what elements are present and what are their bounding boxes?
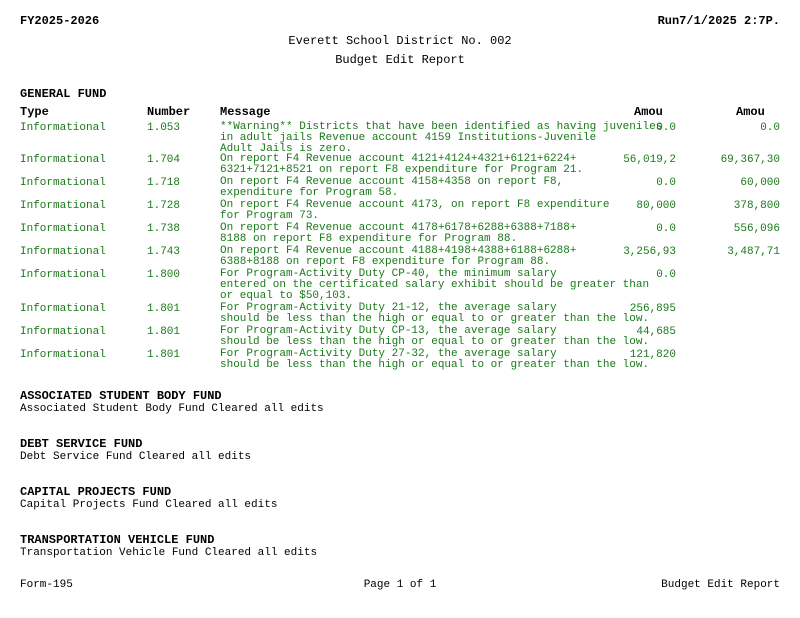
capital-projects-fund-title: CAPITAL PROJECTS FUND	[20, 485, 172, 499]
row-type: Informational	[20, 223, 106, 235]
row-message-line: should be less than the high or equal to or greater than the low.	[220, 359, 650, 371]
row-message-line: **Warning** Districts that have been identified as having juveniles	[220, 121, 663, 133]
row-amount1: 0.0	[656, 223, 676, 235]
row-message-line: On report F4 Revenue account 4173, on report F8 expenditure	[220, 199, 610, 211]
row-number: 1.053	[147, 122, 181, 134]
row-type: Informational	[20, 349, 106, 361]
row-message-line: For Program-Activity Duty 27-32, the average salary	[220, 348, 557, 360]
col-type-header: Type	[20, 105, 49, 119]
row-amount1: 56,019,2	[623, 154, 676, 166]
row-amount2: 378,800	[733, 200, 780, 212]
row-message-line: Adult Jails is zero.	[220, 143, 353, 155]
row-type: Informational	[20, 303, 106, 315]
general-fund-title: GENERAL FUND	[20, 87, 107, 101]
fiscal-year: FY2025-2026	[20, 14, 100, 28]
row-type: Informational	[20, 177, 106, 189]
row-number: 1.801	[147, 326, 181, 338]
row-type: Informational	[20, 326, 106, 338]
row-amount1: 80,000	[636, 200, 676, 212]
row-message-line: expenditure for Program 58.	[220, 187, 399, 199]
row-amount2: 556,096	[733, 223, 780, 235]
col-amount2-header: Amou	[736, 105, 765, 119]
row-message-line: for Program 73.	[220, 210, 320, 222]
row-amount1: 0.0	[656, 122, 676, 134]
row-amount2: 69,367,30	[720, 154, 780, 166]
row-message-line: 6321+7121+8521 on report F8 expenditure for Program 21.	[220, 164, 584, 176]
row-amount1: 121,820	[629, 349, 676, 361]
row-message-line: 6388+8188 on report F8 expenditure for Program 88.	[220, 256, 551, 268]
row-message-line: For Program-Activity Duty CP-13, the average salary	[220, 325, 557, 337]
row-type: Informational	[20, 269, 106, 281]
row-message-line: should be less than the high or equal to or greater than the low.	[220, 336, 650, 348]
row-message-line: On report F4 Revenue account 4121+4124+4321+6121+6224+	[220, 153, 577, 165]
row-message-line: in adult jails Revenue account 4159 Institutions-Juvenile	[220, 132, 597, 144]
row-amount1: 0.0	[656, 269, 676, 281]
footer-form: Form-195	[20, 579, 73, 591]
row-amount2: 3,487,71	[727, 246, 780, 258]
row-number: 1.728	[147, 200, 181, 212]
col-amount1-header: Amou	[634, 105, 663, 119]
transportation-vehicle-fund-status: Transportation Vehicle Fund Cleared all edits	[20, 547, 318, 559]
row-message-line: or equal to $50,103.	[220, 290, 353, 302]
row-message-line: On report F4 Revenue account 4188+4198+4388+6188+6288+	[220, 245, 577, 257]
col-message-header: Message	[220, 105, 271, 119]
row-number: 1.718	[147, 177, 181, 189]
row-type: Informational	[20, 154, 106, 166]
row-message-line: should be less than the high or equal to or greater than the low.	[220, 313, 650, 325]
district-name: Everett School District No. 002	[288, 34, 512, 48]
row-message-line: For Program-Activity Duty 21-12, the average salary	[220, 302, 557, 314]
debt-service-fund-status: Debt Service Fund Cleared all edits	[20, 451, 252, 463]
row-number: 1.704	[147, 154, 181, 166]
row-message-line: On report F4 Revenue account 4158+4358 on report F8,	[220, 176, 564, 188]
debt-service-fund-title: DEBT SERVICE FUND	[20, 437, 143, 451]
report-title: Budget Edit Report	[335, 53, 465, 67]
col-number-header: Number	[147, 105, 191, 119]
row-number: 1.800	[147, 269, 181, 281]
row-amount2: 0.0	[760, 122, 780, 134]
footer-page: Page 1 of 1	[363, 579, 437, 591]
row-number: 1.738	[147, 223, 181, 235]
row-number: 1.743	[147, 246, 181, 258]
row-amount1: 256,895	[629, 303, 676, 315]
row-number: 1.801	[147, 349, 181, 361]
capital-projects-fund-status: Capital Projects Fund Cleared all edits	[20, 499, 278, 511]
asb-fund-status: Associated Student Body Fund Cleared all edits	[20, 403, 324, 415]
row-type: Informational	[20, 122, 106, 134]
footer-report: Budget Edit Report	[661, 579, 780, 591]
row-amount1: 44,685	[636, 326, 676, 338]
row-type: Informational	[20, 246, 106, 258]
row-message-line: For Program-Activity Duty CP-40, the minimum salary	[220, 268, 557, 280]
row-message-line: entered on the certificated salary exhibit should be greater than	[220, 279, 650, 291]
row-type: Informational	[20, 200, 106, 212]
transportation-vehicle-fund-title: TRANSPORTATION VEHICLE FUND	[20, 533, 215, 547]
row-amount2: 60,000	[740, 177, 780, 189]
row-amount1: 3,256,93	[623, 246, 676, 258]
row-number: 1.801	[147, 303, 181, 315]
row-message-line: On report F4 Revenue account 4178+6178+6288+6388+7188+	[220, 222, 577, 234]
row-amount1: 0.0	[656, 177, 676, 189]
run-date: Run7/1/2025 2:7P.	[657, 14, 780, 28]
row-message-line: 8188 on report F8 expenditure for Program 88.	[220, 233, 518, 245]
asb-fund-title: ASSOCIATED STUDENT BODY FUND	[20, 389, 222, 403]
